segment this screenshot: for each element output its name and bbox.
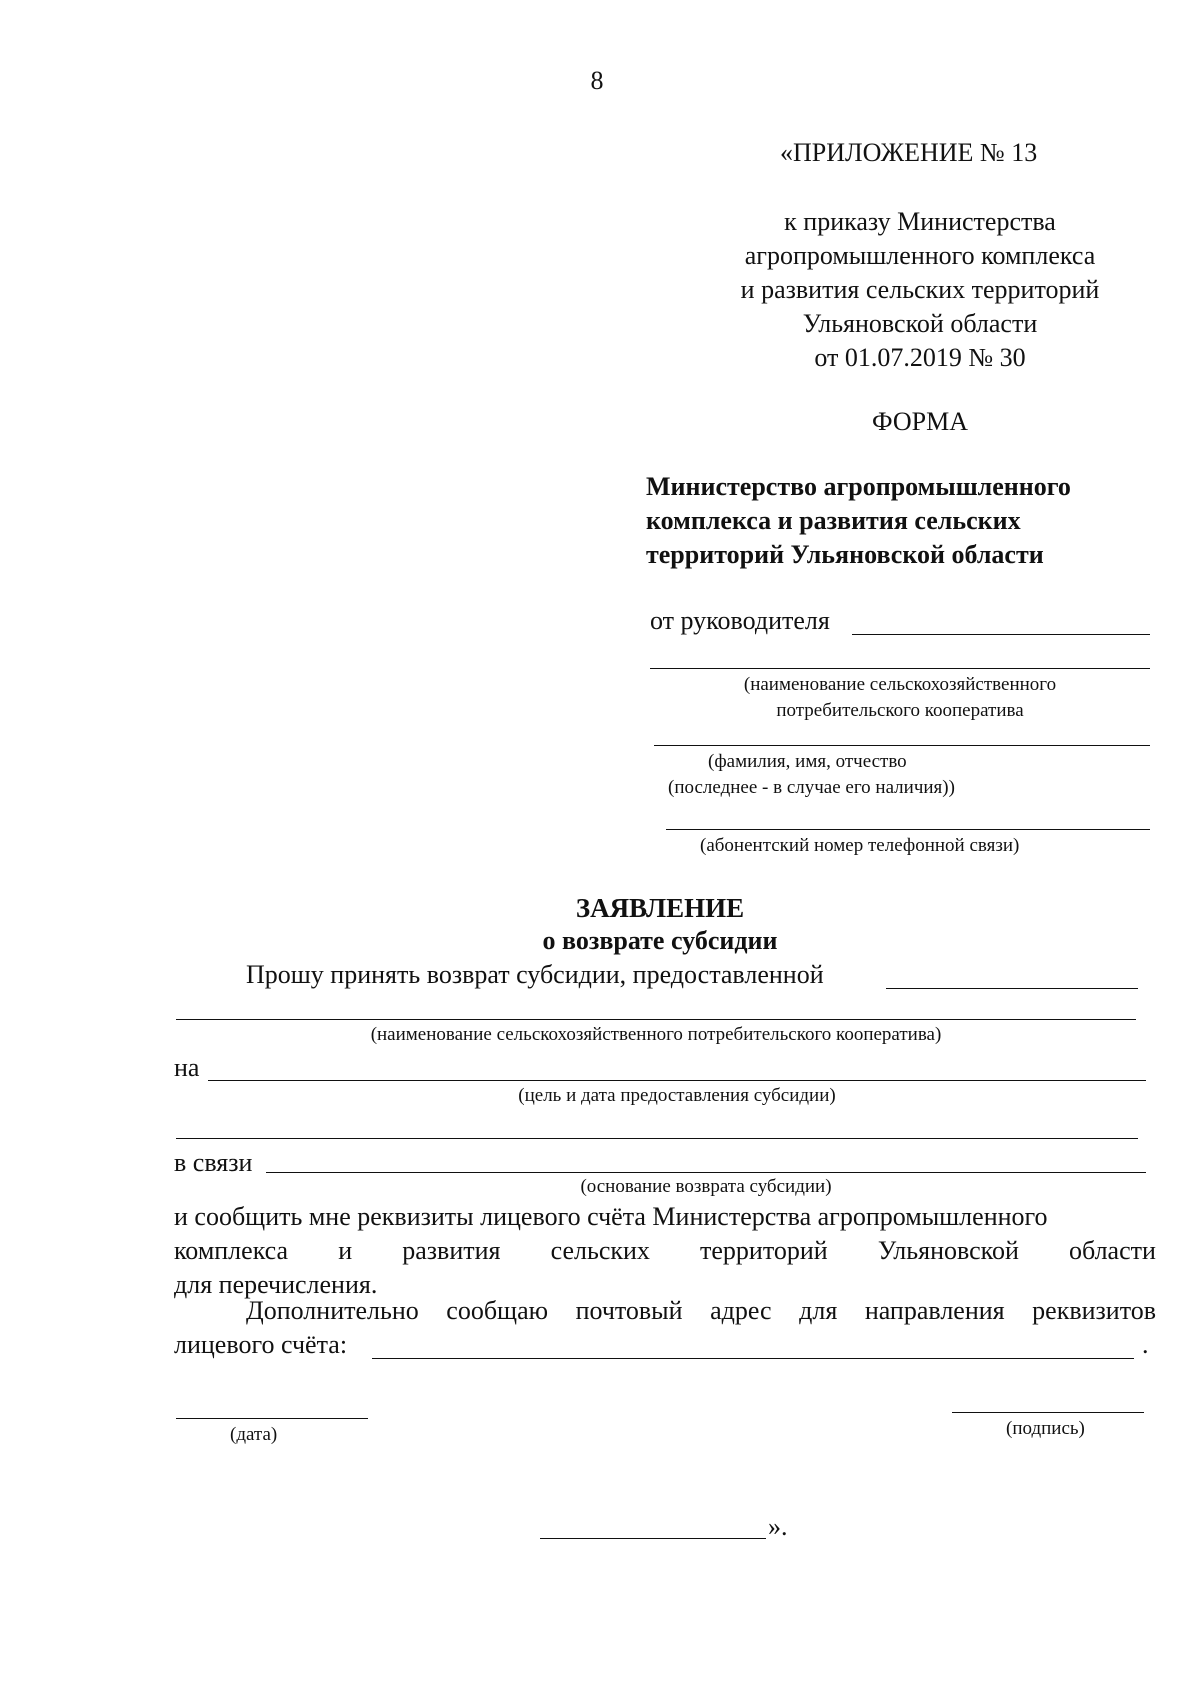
word: и xyxy=(338,1236,353,1265)
caption-purpose: (цель и дата предоставления субсидии) xyxy=(518,1085,836,1106)
recipient-line: территорий Ульяновской области xyxy=(646,540,1044,569)
date-caption: (дата) xyxy=(230,1424,278,1445)
on-label: на xyxy=(174,1053,200,1082)
paragraph-2-end: . xyxy=(1142,1330,1149,1359)
appendix-date: от 01.07.2019 № 30 xyxy=(814,343,1026,372)
statement-subtitle: о возврате субсидии xyxy=(542,926,778,955)
closing-line[interactable] xyxy=(540,1538,766,1539)
appendix-line: агропромышленного комплекса xyxy=(744,241,1096,270)
word: территорий xyxy=(700,1236,828,1265)
coop-full-line[interactable] xyxy=(176,1019,1136,1020)
closing-quote: ». xyxy=(768,1512,788,1541)
provided-to-line[interactable] xyxy=(886,988,1138,989)
statement-title: ЗАЯВЛЕНИЕ xyxy=(575,893,745,923)
appendix-line: Ульяновской области xyxy=(802,309,1038,338)
fio-line[interactable] xyxy=(654,745,1150,746)
caption-fio-1: (фамилия, имя, отчество xyxy=(708,751,907,772)
caption-coop-1: (наименование сельскохозяйственного xyxy=(743,674,1057,695)
caption-coop-2: потребительского кооператива xyxy=(776,700,1024,721)
appendix-line: к приказу Министерства xyxy=(784,207,1056,236)
caption-phone: (абонентский номер телефонной связи) xyxy=(700,835,1020,856)
phone-line[interactable] xyxy=(666,829,1150,830)
date-line[interactable] xyxy=(176,1418,368,1419)
recipient-line: комплекса и развития сельских xyxy=(646,506,1021,535)
paragraph-1-line-1: и сообщить мне реквизиты лицевого счёта Министерства агропромышленного xyxy=(174,1202,1048,1231)
paragraph-1-line-3: для перечисления. xyxy=(174,1270,378,1299)
paragraph-1-line-2 xyxy=(174,1234,1156,1268)
purpose-line[interactable] xyxy=(208,1080,1146,1081)
reason-line[interactable] xyxy=(266,1172,1146,1173)
signature-line[interactable] xyxy=(952,1412,1144,1413)
appendix-title: «ПРИЛОЖЕНИЕ № 13 xyxy=(780,138,1038,167)
reason-label: в связи xyxy=(174,1148,253,1177)
word: комплекса xyxy=(174,1236,289,1265)
from-label: от руководителя xyxy=(650,606,830,635)
appendix-line: и развития сельских территорий xyxy=(740,275,1100,304)
paragraph-2-line-1: Дополнительно сообщаю почтовый адрес для направления реквизитов xyxy=(246,1296,1156,1325)
caption-reason: (основание возврата субсидии) xyxy=(580,1176,832,1197)
coop-name-line[interactable] xyxy=(650,668,1150,669)
word: сельских xyxy=(550,1236,650,1265)
signature-caption: (подпись) xyxy=(1006,1418,1085,1439)
paragraph-1 xyxy=(174,1200,1156,1302)
statement-line1: Прошу принять возврат субсидии, предоставленной xyxy=(246,960,824,989)
paragraph-2-line-2: лицевого счёта: xyxy=(174,1330,348,1359)
caption-fio-2: (последнее - в случае его наличия)) xyxy=(668,777,955,798)
postal-address-line[interactable] xyxy=(372,1358,1134,1359)
head-name-line[interactable] xyxy=(852,634,1150,635)
form-label: ФОРМА xyxy=(872,407,968,436)
caption-coop-full: (наименование сельскохозяйственного потребительского кооператива) xyxy=(370,1024,942,1045)
recipient-line: Министерство агропромышленного xyxy=(646,472,1071,501)
purpose-line-2[interactable] xyxy=(176,1138,1138,1139)
word: Ульяновской xyxy=(877,1236,1019,1265)
page-number: 8 xyxy=(590,66,604,95)
word: области xyxy=(1069,1236,1156,1265)
word: развития xyxy=(402,1236,501,1265)
